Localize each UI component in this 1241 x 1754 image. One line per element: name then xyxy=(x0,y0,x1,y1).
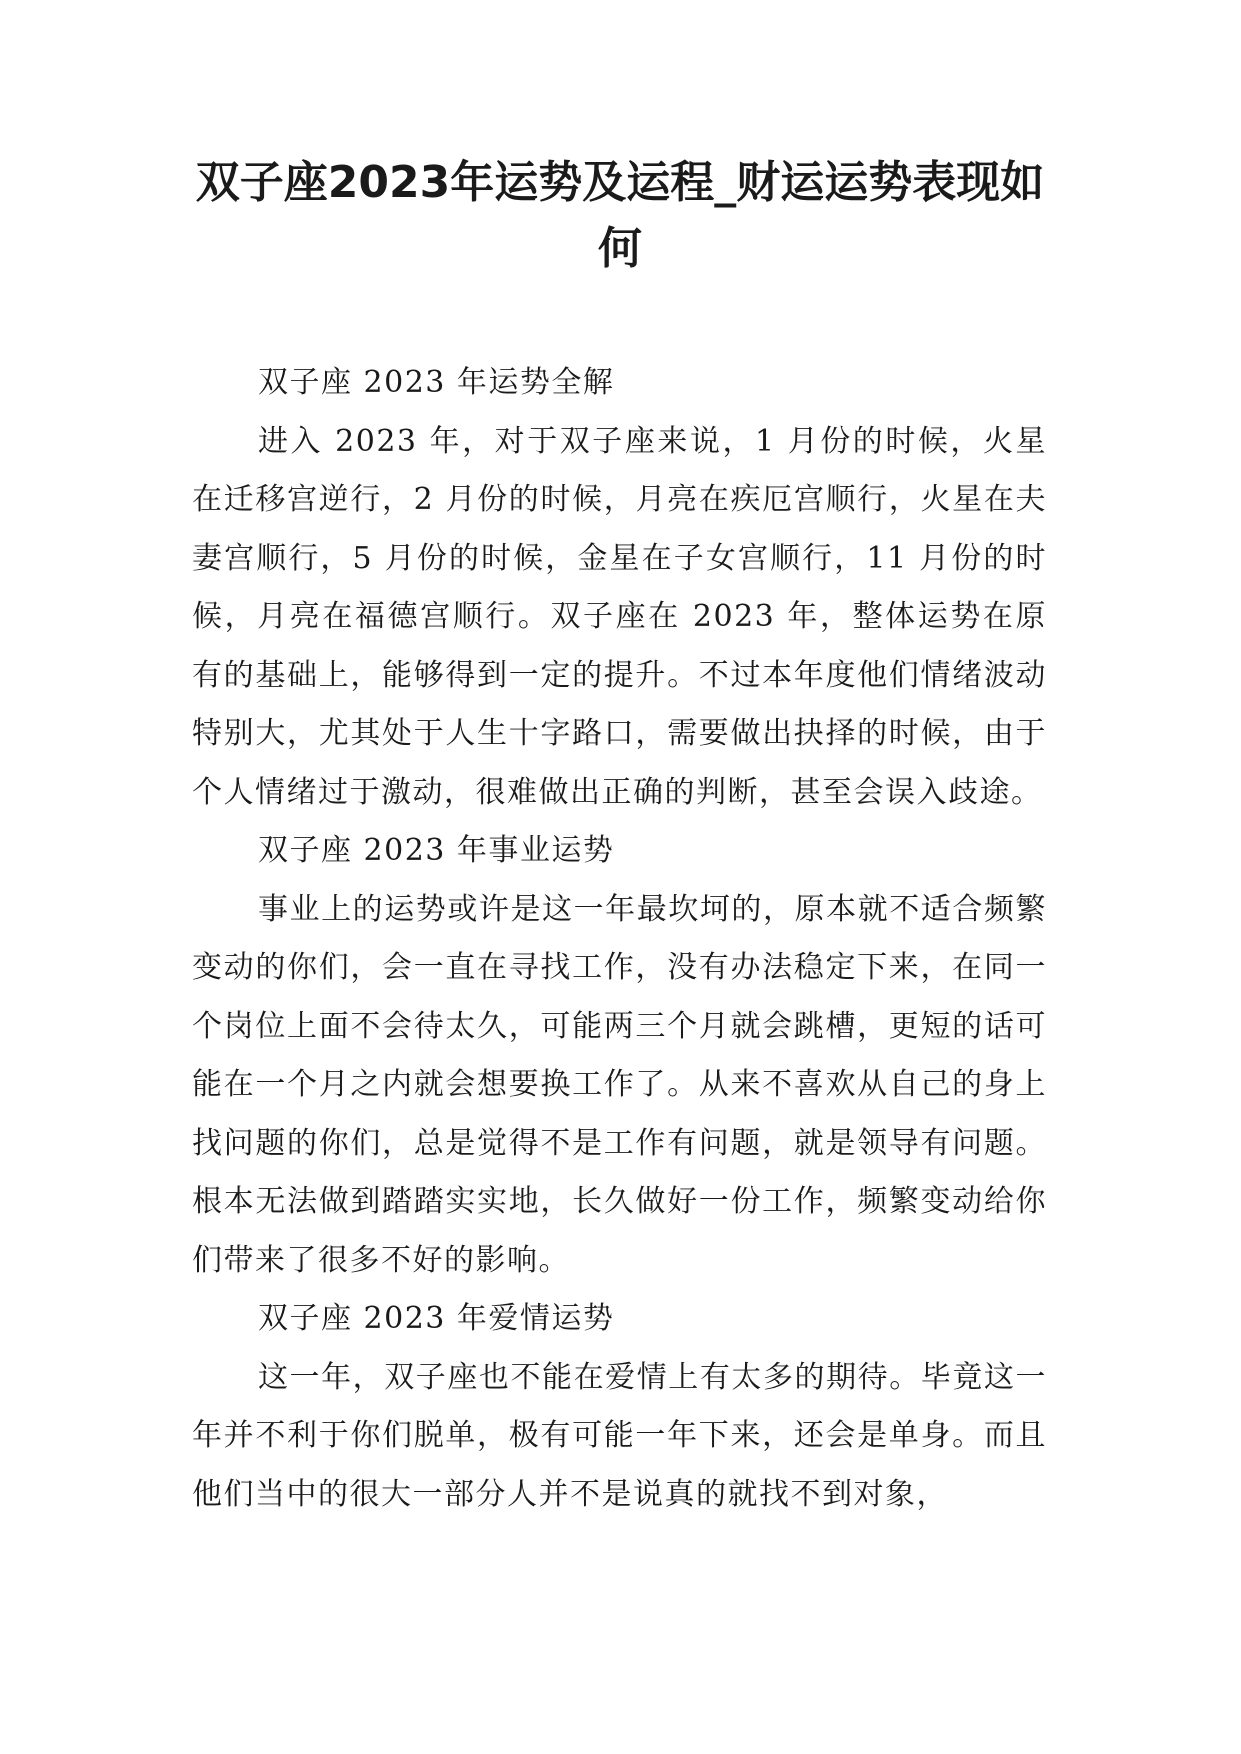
section-heading: 双子座 2023 年运势全解 xyxy=(258,365,615,400)
section-paragraph: 这一年，双子座也不能在爱情上有太多的期待。毕竟这一年并不利于你们脱单，极有可能一年下来，还会是单身。而且他们当中的很大一部分人并不是说真的就找不到对象， xyxy=(192,1359,1047,1512)
section-paragraph: 事业上的运势或许是这一年最坎坷的，原本就不适合频繁变动的你们，会一直在寻找工作，没有办法稳定下来，在同一个岗位上面不会待太久，可能两三个月就会跳槽，更短的话可能在一个月之内就会想要换工作了。从来不喜欢从自己的身上找问题的你们，总是觉得不是工作有问题，就是领导有问题。根本无法做到踏踏实实地，长久做好一份工作，频繁变动给你们带来了很多不好的影响。 xyxy=(192,891,1047,1278)
document-title: 双子座2023年运势及运程_财运运势表现如何 xyxy=(195,157,1045,274)
section-heading: 双子座 2023 年爱情运势 xyxy=(258,1301,615,1336)
document-body xyxy=(192,354,1047,1524)
section-heading: 双子座 2023 年事业运势 xyxy=(258,833,615,868)
section-paragraph: 进入 2023 年，对于双子座来说，1 月份的时候，火星在迁移宫逆行，2 月份的时候，月亮在疾厄宫顺行，火星在夫妻宫顺行，5 月份的时候，金星在子女宫顺行，11 月份的时候，月亮在福德宫顺行。双子座在 2023 年，整体运势在原有的基础上，能够得到一定的提升。不过本年度他们情绪波动特别大，尤其处于人生十字路口，需要做出抉择的时候，由于个人情绪过于激动，很难做出正确的判断，甚至会误入歧途。 xyxy=(192,423,1047,810)
